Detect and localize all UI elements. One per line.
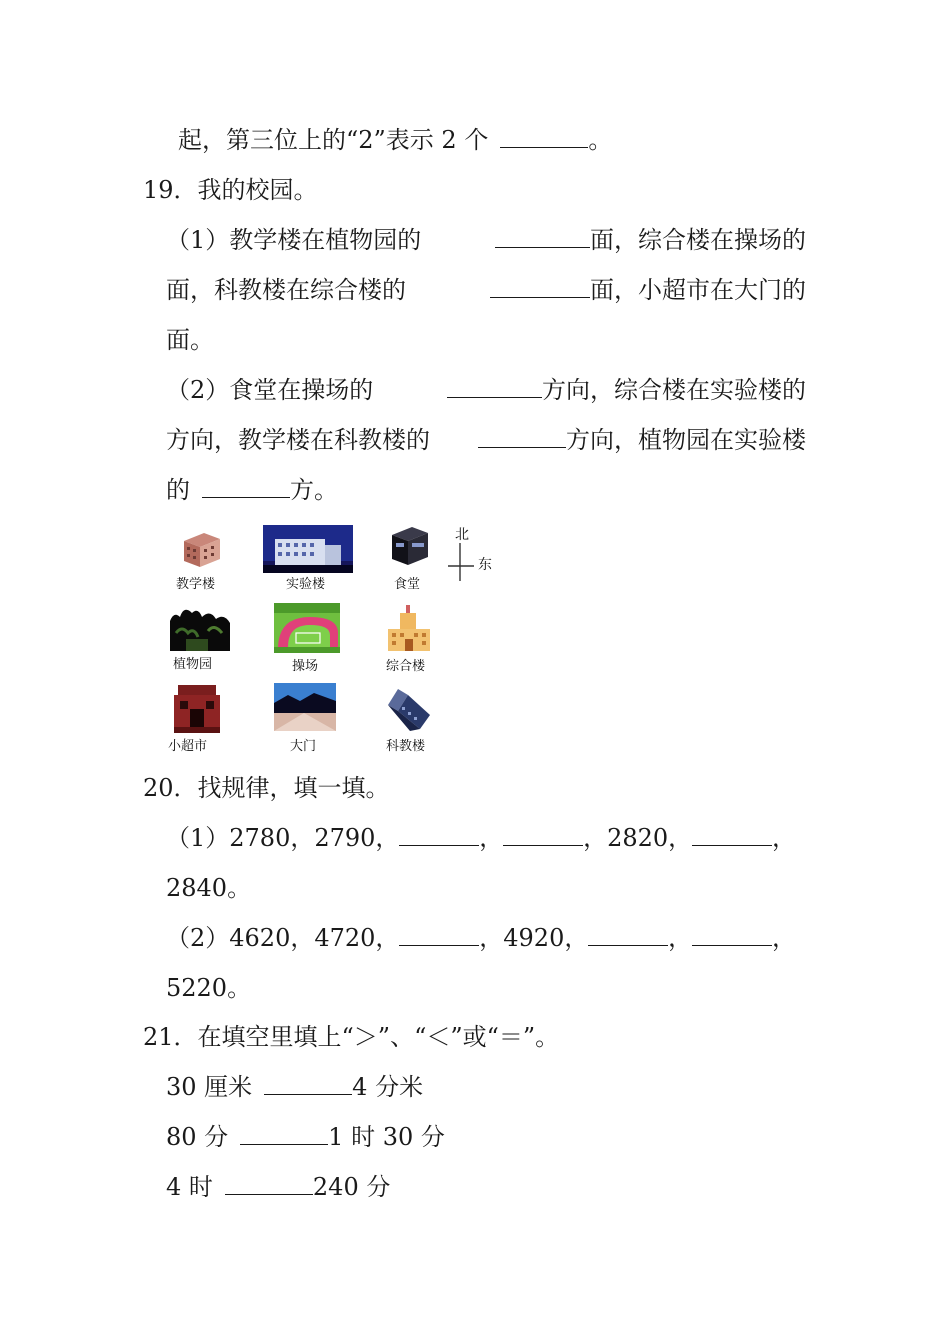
answer-blank[interactable] bbox=[240, 1122, 328, 1145]
lab-building-icon bbox=[263, 525, 353, 577]
q20-sequence1-line2: 2840。 bbox=[166, 874, 252, 902]
building-label: 教学楼 bbox=[176, 577, 216, 592]
answer-blank[interactable] bbox=[692, 923, 772, 946]
campus-map bbox=[166, 521, 492, 752]
answer-blank[interactable] bbox=[692, 823, 772, 846]
answer-blank[interactable] bbox=[495, 225, 590, 248]
cafeteria-icon bbox=[386, 525, 434, 573]
building-label: 植物园 bbox=[173, 657, 213, 672]
compass-east: 东 bbox=[478, 557, 492, 573]
q19-part2-line2: 方向，教学楼在科教楼的 方向，植物园在实验楼 bbox=[166, 426, 806, 454]
answer-blank[interactable] bbox=[503, 823, 583, 846]
q20-sequence2-line2: 5220。 bbox=[166, 974, 252, 1002]
question-21-title: 21．在填空里填上“＞”、“＜”或“＝”。 bbox=[143, 1023, 560, 1051]
complex-building-icon bbox=[386, 605, 432, 657]
answer-blank[interactable] bbox=[588, 923, 668, 946]
q19-part2-line1: （2）食堂在操场的 方向，综合楼在实验楼的 bbox=[166, 376, 806, 404]
building-label: 操场 bbox=[292, 659, 319, 674]
q19-part2-line3: 的 方。 bbox=[166, 476, 338, 504]
q19-part1-line1: （1）教学楼在植物园的 面，综合楼在操场的 bbox=[166, 226, 806, 254]
building-label: 小超市 bbox=[168, 739, 208, 754]
answer-blank[interactable] bbox=[202, 475, 290, 498]
answer-blank[interactable] bbox=[490, 275, 590, 298]
answer-blank[interactable] bbox=[225, 1172, 313, 1195]
comparison-item: 80 分 1 时 30 分 bbox=[166, 1123, 445, 1151]
building-label: 食堂 bbox=[394, 577, 421, 592]
supermarket-icon bbox=[174, 683, 220, 739]
q19-part1-line3: 面。 bbox=[166, 326, 214, 354]
botanical-garden-icon bbox=[168, 603, 232, 655]
building-label: 科教楼 bbox=[386, 739, 426, 754]
answer-blank[interactable] bbox=[264, 1072, 352, 1095]
q20-sequence2-line1: （2）4620，4720， ，4920， ， ， bbox=[166, 924, 796, 952]
playground-icon bbox=[274, 603, 340, 657]
answer-blank[interactable] bbox=[447, 375, 542, 398]
compass-north: 北 bbox=[455, 527, 469, 543]
building-label: 实验楼 bbox=[286, 577, 326, 592]
q19-part1-line2: 面，科教楼在综合楼的 面，小超市在大门的 bbox=[166, 276, 806, 304]
answer-blank[interactable] bbox=[399, 923, 479, 946]
answer-blank[interactable] bbox=[478, 425, 566, 448]
continued-question-line: 起，第三位上的“2”表示 2 个 。 bbox=[178, 126, 613, 154]
main-gate-icon bbox=[274, 683, 336, 735]
building-label: 大门 bbox=[290, 739, 317, 754]
question-19-title: 19．我的校园。 bbox=[143, 176, 318, 204]
answer-blank[interactable] bbox=[500, 125, 588, 148]
teaching-building-icon bbox=[174, 525, 224, 573]
question-20-title: 20．找规律，填一填。 bbox=[143, 774, 390, 802]
comparison-item: 4 时 240 分 bbox=[166, 1173, 391, 1201]
science-building-icon bbox=[386, 685, 432, 737]
building-label: 综合楼 bbox=[386, 659, 426, 674]
q20-sequence1-line1: （1）2780，2790， ， ，2820， ， bbox=[166, 824, 796, 852]
answer-blank[interactable] bbox=[399, 823, 479, 846]
comparison-item: 30 厘米 4 分米 bbox=[166, 1073, 424, 1101]
